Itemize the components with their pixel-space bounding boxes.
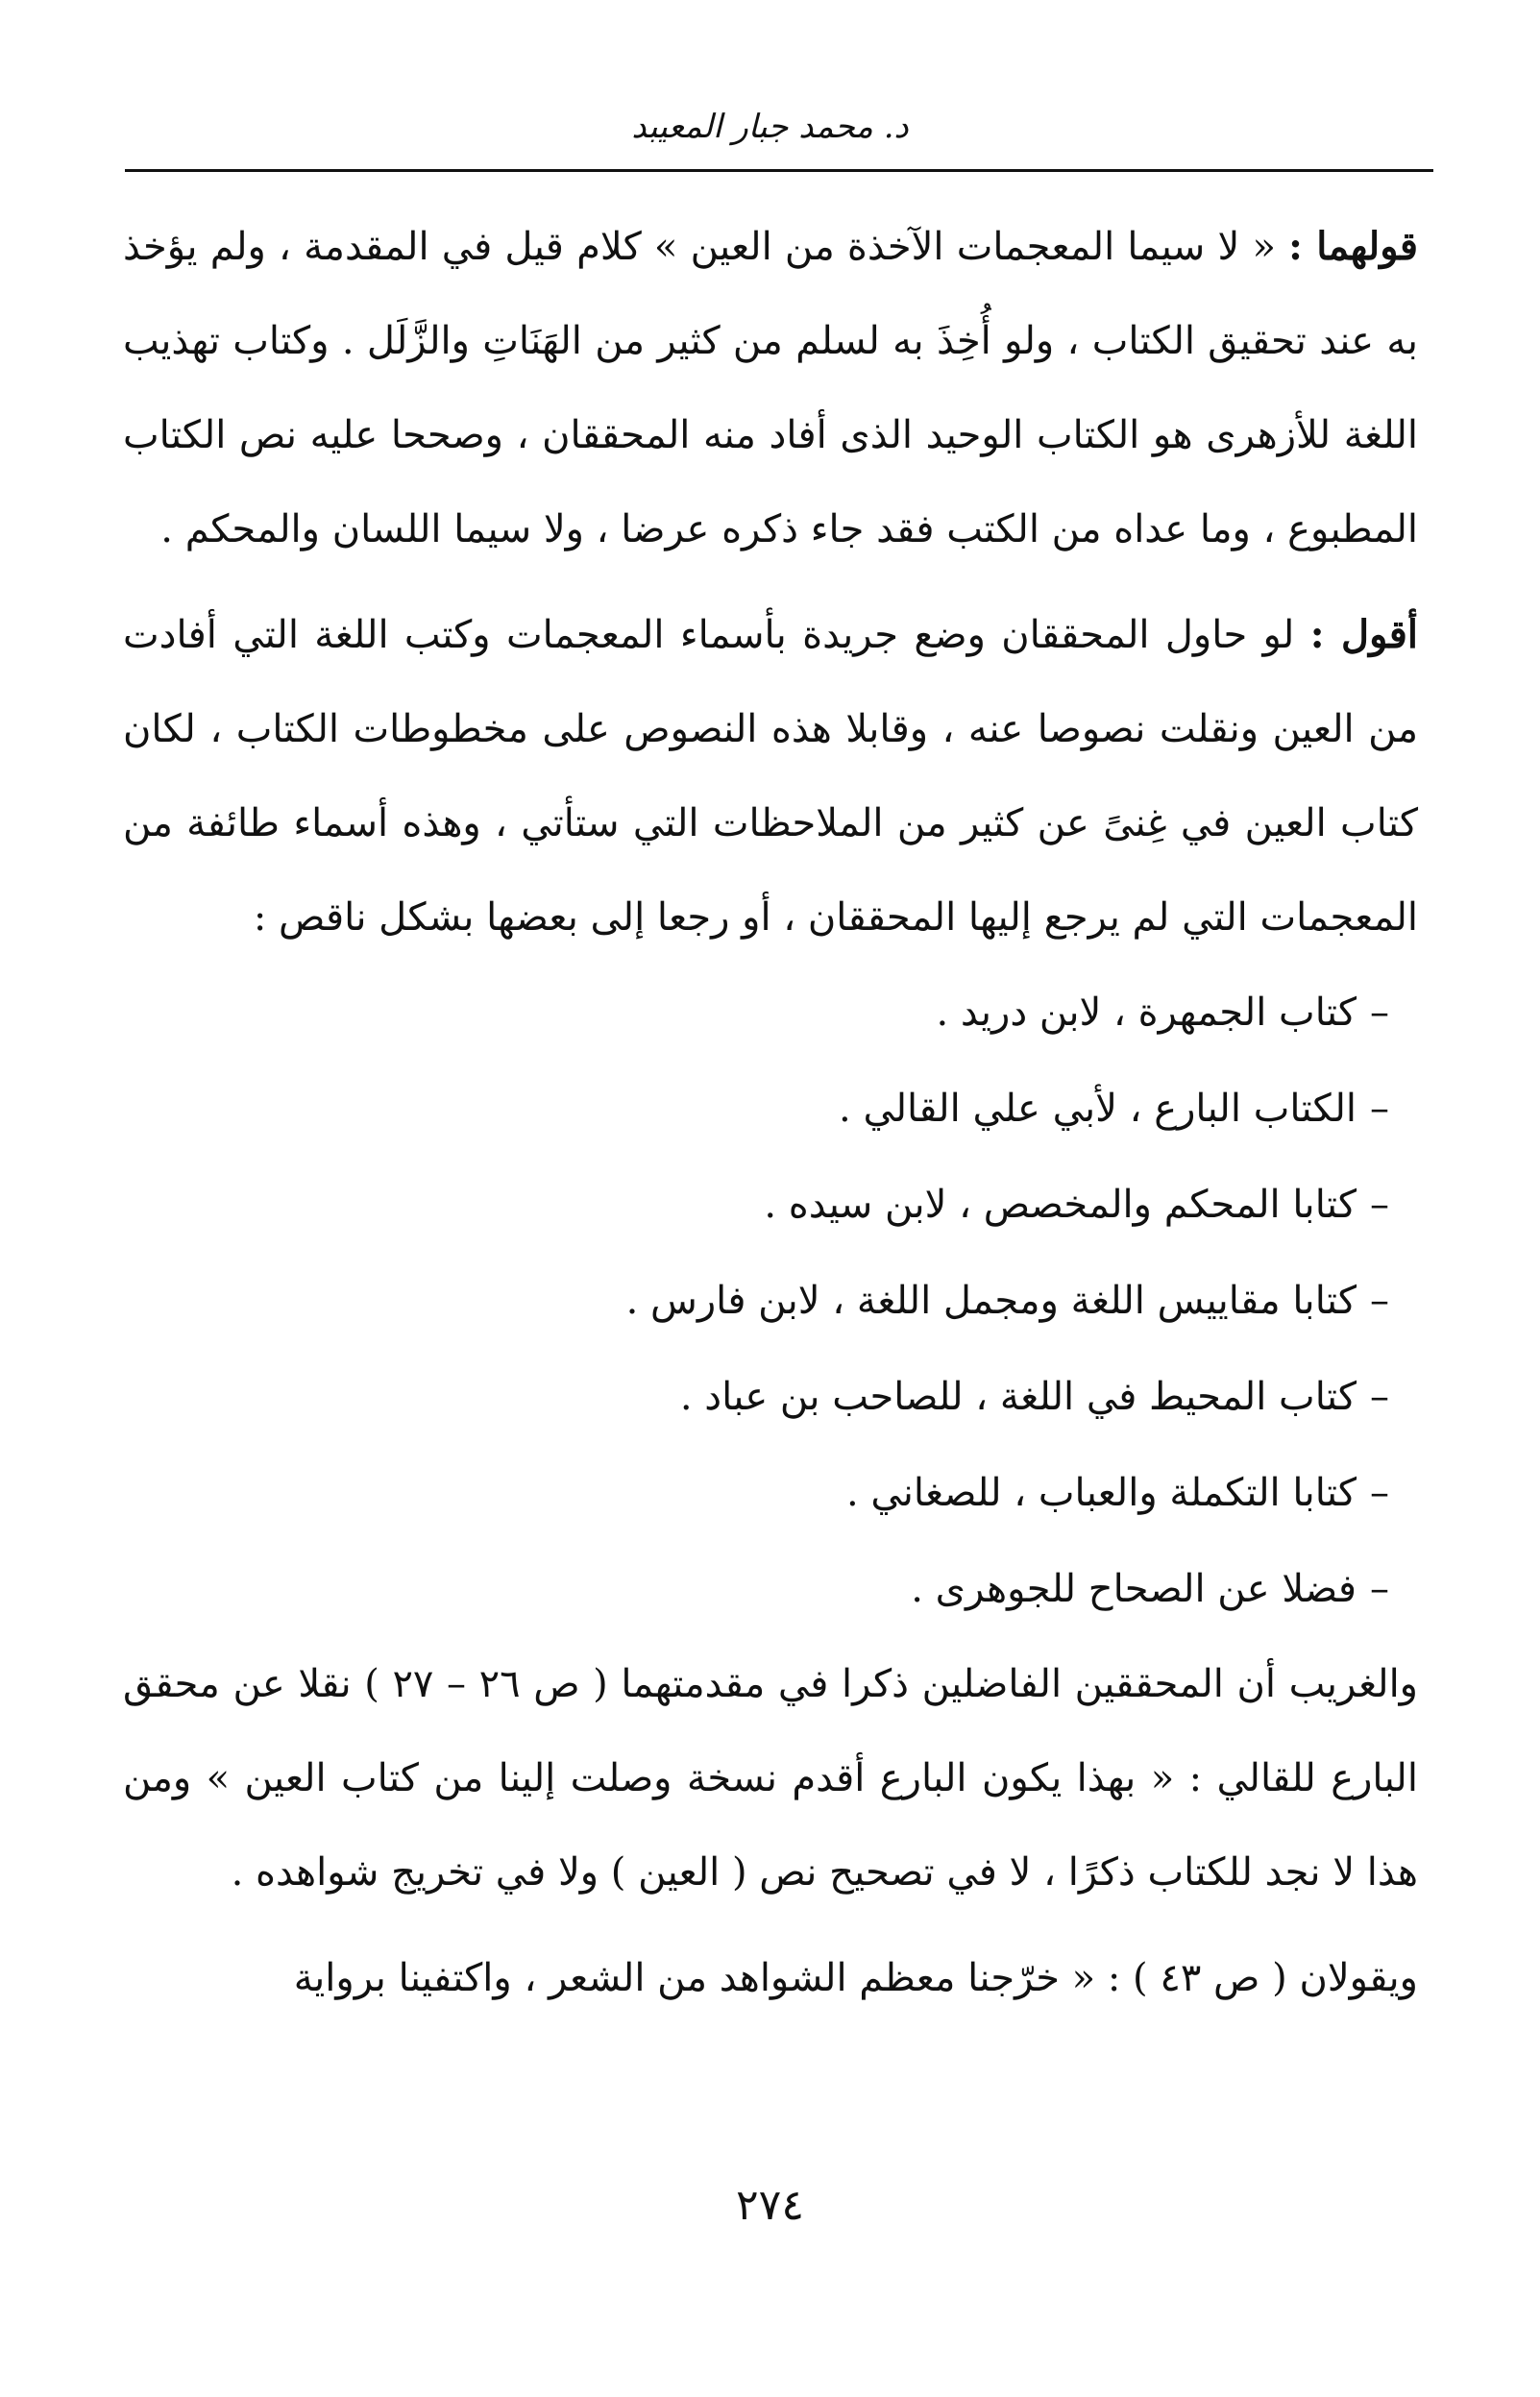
list-dash: – bbox=[1370, 1087, 1389, 1131]
list-dash: – bbox=[1370, 1471, 1389, 1515]
list-item-text: كتابا المحكم والمخصص ، لابن سيده . bbox=[764, 1183, 1357, 1227]
list-dash: – bbox=[1370, 1279, 1389, 1323]
page-number: ٢٧٤ bbox=[736, 2181, 804, 2230]
list-item-text: كتابا مقاييس اللغة ومجمل اللغة ، لابن فارس . bbox=[625, 1279, 1357, 1323]
paragraph-2-text: لو حاول المحققان وضع جريدة بأسماء المعجمات وكتب اللغة التي أفادت من العين ونقلت نصوصا عنه ، وقابلا هذه النصوص على مخطوطات الكتاب ، لكان كتاب العين في غِنىً عن كثير من الملاحظات التي ستأتي ، وهذه أسماء طائفة من المعجمات التي لم يرجع إليها المحققان ، أو رجعا إلى بعضها بشكل ناقص : bbox=[123, 613, 1418, 940]
list-item bbox=[123, 1157, 1418, 1253]
list-dash: – bbox=[1370, 1183, 1389, 1227]
paragraph-1 bbox=[123, 200, 1418, 576]
list-item bbox=[123, 965, 1418, 1061]
list-dash: – bbox=[1370, 991, 1389, 1035]
paragraph-4: ويقولان ( ص ٤٣ ) : « خرّجنا معظم الشواهد من الشعر ، واكتفينا برواية bbox=[293, 1956, 1418, 2000]
paragraph-2-lead: أقول : bbox=[1309, 612, 1418, 657]
list-item-text: فضلا عن الصحاح للجوهرى . bbox=[911, 1567, 1357, 1611]
running-head: د. محمد جبار المعيبد bbox=[631, 108, 909, 146]
list-item bbox=[123, 1445, 1418, 1541]
list-item-text: كتاب المحيط في اللغة ، للصاحب بن عباد . bbox=[679, 1375, 1357, 1419]
list-item-text: كتابا التكملة والعباب ، للصغاني . bbox=[846, 1471, 1357, 1515]
list-item-text: كتاب الجمهرة ، لابن دريد . bbox=[936, 991, 1357, 1035]
list-item bbox=[123, 1541, 1418, 1637]
page-body bbox=[123, 200, 1418, 2025]
paragraph-3: والغريب أن المحققين الفاضلين ذكرا في مقدمتهما ( ص ٢٦ – ٢٧ ) نقلا عن محقق البارع للقالي : « بهذا يكون البارع أقدم نسخة وصلت إلينا من كتاب العين » ومن هذا لا نجد للكتاب ذكرًا ، لا في تصحيح نص ( العين ) ولا في تخريج شواهده . bbox=[123, 1662, 1418, 1895]
list-item bbox=[123, 1349, 1418, 1445]
list-dash: – bbox=[1370, 1567, 1389, 1611]
list-item bbox=[123, 1061, 1418, 1157]
header-rule bbox=[125, 169, 1433, 172]
paragraph-2 bbox=[123, 588, 1418, 965]
list-item-text: الكتاب البارع ، لأبي علي القالي . bbox=[839, 1087, 1357, 1131]
paragraph-1-lead: قولهما : bbox=[1288, 224, 1418, 269]
paragraph-1-text: « لا سيما المعجمات الآخذة من العين » كلام قيل في المقدمة ، ولم يؤخذ به عند تحقيق الكتاب ، ولو أُخِذَ به لسلم من كثير من الهَنَاتِ والزَّلَل . وكتاب تهذيب اللغة للأزهرى هو الكتاب الوحيد الذى أفاد منه المحققان ، وصححا عليه نص الكتاب المطبوع ، وما عداه من الكتب فقد جاء ذكره عرضا ، ولا سيما اللسان والمحكم . bbox=[123, 225, 1418, 551]
list-dash: – bbox=[1370, 1375, 1389, 1419]
list-item bbox=[123, 1253, 1418, 1349]
dictionary-list bbox=[123, 965, 1418, 1637]
